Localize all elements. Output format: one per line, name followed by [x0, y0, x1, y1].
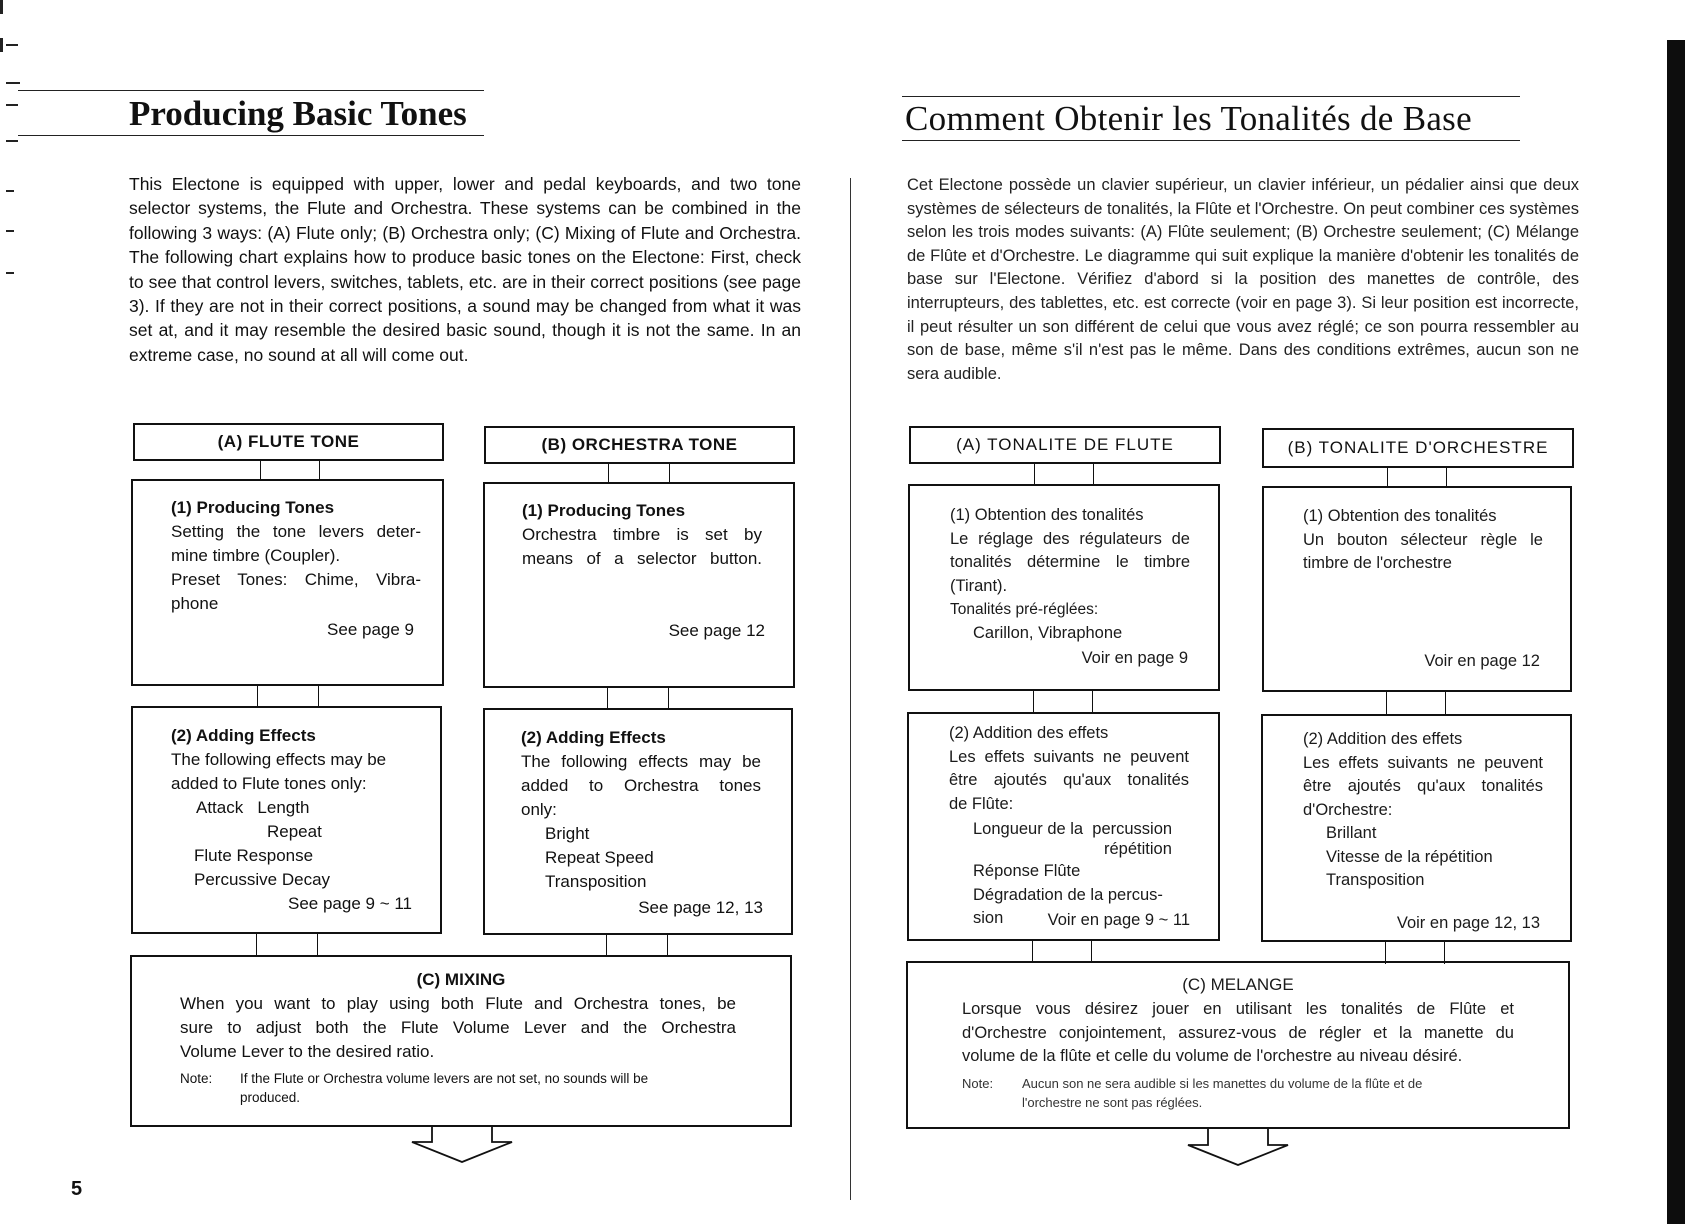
- orchestre-obtention-line: Un bouton sélecteur règle le: [1303, 530, 1543, 549]
- flute-effet-item: Réponse Flûte: [973, 862, 1081, 880]
- flute-effects-line: The following effects may be: [171, 750, 387, 769]
- orchestra-producing-see-page: See page 12: [668, 621, 765, 640]
- flute-producing-title: (1) Producing Tones: [171, 498, 335, 517]
- orchestre-effets-box: [1261, 714, 1572, 942]
- orchestra-effect-item: Transposition: [545, 872, 647, 891]
- orchestra-producing-box: [483, 482, 795, 688]
- connector: [256, 934, 318, 956]
- flute-effets-box: [907, 712, 1220, 941]
- flute-obtention-line: Le réglage des régulateurs de: [950, 529, 1190, 548]
- flute-effets-line: Les effets suivants ne peuvent: [949, 747, 1189, 766]
- melange-note-line: l'orchestre ne sont pas réglées.: [1022, 1095, 1203, 1110]
- margin-mark: [6, 82, 20, 84]
- flute-producing-line: mine timbre (Coupler).: [171, 546, 341, 565]
- orchestra-effects-title: (2) Adding Effects: [521, 728, 666, 747]
- page-divider: [850, 178, 851, 1200]
- flute-effet-item: sion: [973, 909, 1004, 927]
- margin-mark: [6, 272, 14, 274]
- melange-line: volume de la flûte et celle du volume de l'orchestre au niveau désiré.: [962, 1047, 1463, 1065]
- flute-producing-line: Preset Tones: Chime, Vibra-: [171, 570, 421, 589]
- orchestra-effects-line: added to Orchestra tones: [521, 776, 761, 795]
- flute-obtention-line: (Tirant).: [950, 576, 1008, 595]
- orchestre-obtention-title: (1) Obtention des tonalités: [1303, 507, 1497, 525]
- mixing-box: [130, 955, 792, 1127]
- orchestre-effets-line: d'Orchestre:: [1303, 800, 1393, 819]
- orchestre-effet-item: Vitesse de la répétition: [1326, 847, 1493, 866]
- orchestre-effets-see-page: Voir en page 12, 13: [1396, 914, 1540, 932]
- orchestre-obtention-box: [1262, 486, 1572, 692]
- mixing-line: sure to adjust both the Flute Volume Lever and the Orchestra: [180, 1018, 736, 1037]
- orchestre-effet-item: Brillant: [1326, 824, 1377, 842]
- margin-mark: [0, 38, 3, 52]
- connector: [1386, 692, 1446, 715]
- flute-obtention-box: [908, 484, 1220, 691]
- page-title-english: Producing Basic Tones: [129, 94, 467, 133]
- orchestra-effects-box: [483, 708, 793, 935]
- flute-obtention-line: tonalités détermine le timbre: [950, 553, 1190, 571]
- melange-line: d'Orchestre conjointement, assurez-vous de régler et la manette du: [962, 1023, 1514, 1042]
- orchestra-effects-see-page: See page 12, 13: [638, 898, 763, 917]
- flute-producing-line: Setting the tone levers deter-: [171, 522, 421, 541]
- page-title-french: Comment Obtenir les Tonalités de Base: [905, 99, 1472, 138]
- down-arrow-icon: [410, 1126, 514, 1164]
- flute-effects-line: added to Flute tones only:: [171, 774, 367, 793]
- orchestre-obtention-line: timbre de l'orchestre: [1303, 554, 1452, 572]
- flute-effet-item: répétition: [1104, 840, 1172, 858]
- margin-mark: [6, 140, 18, 142]
- down-arrow-icon: [1186, 1129, 1290, 1167]
- connector: [1034, 464, 1094, 486]
- intro-paragraph-french: Cet Electone possède un clavier supérieur, un clavier inférieur, un pédalier ainsi que deux systèmes de sélecteurs de tonalités, la Flûte et l'Orchestre. On peut combiner ces systèmes selon les trois modes suivants: (A) Flûte seulement; (B) Orchestre seulement; (C) Mélange de Flûte et d'Orchestre. Le diagramme qui suit explique la manière d'obtenir les tonalités de base sur l'Electone. Vérifiez d'abord si la position des manettes de contrôle, des interrupteurs, des tablettes, etc. est correcte (voir en page 3). Si leur position est incorrecte, il peut résulter un son différent de celui que vous avez réglé; ce son pourra ressembler au son de base, même s'il n'est pas le même. Dans des conditions extrêmes, aucun son ne sera audible.: [907, 176, 1579, 383]
- connector: [257, 686, 319, 708]
- flute-obtention-line: Carillon, Vibraphone: [973, 623, 1123, 642]
- flute-producing-box: [131, 479, 444, 686]
- orchestra-producing-title: (1) Producing Tones: [522, 501, 686, 520]
- orchestra-effect-item: Repeat Speed: [545, 848, 654, 867]
- flute-effects-box: [131, 706, 442, 934]
- margin-mark: [0, 0, 3, 14]
- melange-line: Lorsque vous désirez jouer en utilisant les tonalités de Flûte et: [962, 1000, 1514, 1018]
- connector: [1387, 468, 1447, 488]
- title-rule-bottom: [18, 135, 484, 136]
- orchestra-effect-item: Bright: [545, 824, 590, 843]
- flute-effet-item: Dégradation de la percus-: [973, 885, 1163, 904]
- flute-obtention-see-page: Voir en page 9: [1081, 649, 1188, 667]
- flute-effects-title: (2) Adding Effects: [171, 726, 316, 745]
- orchestre-effets-line: être ajoutés qu'aux tonalités: [1303, 777, 1543, 795]
- orchestra-producing-line: Orchestra timbre is set by: [522, 525, 762, 544]
- margin-mark: [6, 104, 18, 106]
- page-number: 5: [71, 1178, 83, 1200]
- title-rule-top: [18, 90, 484, 91]
- flute-effect-item: Percussive Decay: [194, 870, 331, 889]
- mixing-line: Volume Lever to the desired ratio.: [180, 1042, 435, 1061]
- connector: [260, 461, 320, 481]
- orchestra-effects-line: The following effects may be: [521, 752, 761, 771]
- flute-obtention-line: Tonalités pré-réglées:: [950, 601, 1099, 618]
- connector: [1032, 941, 1092, 963]
- orchestre-effets-title: (2) Addition des effets: [1303, 730, 1463, 748]
- flute-producing-line: phone: [171, 594, 219, 613]
- connector: [607, 688, 669, 710]
- flute-tone-header: (A) FLUTE TONE: [133, 423, 444, 461]
- flute-effect-item: Flute Response: [194, 846, 314, 865]
- margin-mark: [6, 190, 14, 192]
- melange-title: (C) MELANGE: [1182, 975, 1294, 994]
- tonalite-orchestre-header: (B) TONALITE D'ORCHESTRE: [1262, 428, 1574, 468]
- connector: [606, 935, 668, 957]
- margin-mark: [6, 44, 18, 46]
- orchestra-effects-line: only:: [521, 800, 557, 819]
- title-rule-bottom: [902, 140, 1520, 141]
- mixing-note-line: If the Flute or Orchestra volume levers are not set, no sounds will be: [240, 1071, 649, 1086]
- orchestre-effet-item: Transposition: [1326, 871, 1425, 889]
- flute-effet-item: Longueur de la percussion: [973, 820, 1173, 838]
- melange-note-line: Aucun son ne sera audible si les manettes du volume de la flûte et de: [1022, 1076, 1423, 1091]
- margin-mark: [6, 230, 14, 232]
- melange-note-label: Note:: [962, 1076, 994, 1091]
- orchestre-obtention-see-page: Voir en page 12: [1424, 652, 1540, 670]
- connector: [1033, 691, 1093, 714]
- flute-effects-see-page: See page 9 ~ 11: [288, 894, 412, 913]
- flute-effets-line: de Flûte:: [949, 794, 1014, 813]
- flute-effets-see-page: Voir en page 9 ~ 11: [1047, 911, 1190, 929]
- flute-effect-item: Attack Length: [196, 798, 310, 817]
- mixing-title: (C) MIXING: [416, 970, 506, 989]
- flute-producing-see-page: See page 9: [327, 620, 414, 639]
- orchestre-effets-line: Les effets suivants ne peuvent: [1303, 753, 1543, 772]
- mixing-note-line: produced.: [240, 1090, 301, 1105]
- flute-effets-line: être ajoutés qu'aux tonalités: [949, 771, 1189, 789]
- mixing-note-label: Note:: [180, 1071, 213, 1086]
- orchestra-producing-line: means of a selector button.: [522, 549, 762, 568]
- binding-edge: [1667, 40, 1685, 1224]
- mixing-line: When you want to play using both Flute and Orchestra tones, be: [180, 994, 736, 1013]
- connector: [608, 464, 670, 484]
- intro-paragraph-english: This Electone is equipped with upper, lower and pedal keyboards, and two tone selector systems, the Flute and Orchestra. These systems can be combined in the following 3 ways: (A) Flute only; (B) Orchestra only; (C) Mixing of Flute and Orchestra. The following chart explains how to produce basic tones on the Electone: First, check to see that control levers, switches, tablets, etc. are in their correct positions (see page 3). If they are not in their correct positions, a sound may be changed from what it was set at, and it may resemble the desired basic sound, though it is not the same. In an extreme case, no sound at all will come out.: [129, 174, 801, 365]
- orchestra-tone-header: (B) ORCHESTRA TONE: [484, 426, 795, 464]
- tonalite-flute-header: (A) TONALITE DE FLUTE: [909, 426, 1221, 464]
- flute-effect-item: Repeat: [267, 822, 322, 841]
- melange-box: [906, 961, 1570, 1129]
- flute-obtention-title: (1) Obtention des tonalités: [950, 506, 1144, 524]
- flute-effets-title: (2) Addition des effets: [949, 724, 1109, 742]
